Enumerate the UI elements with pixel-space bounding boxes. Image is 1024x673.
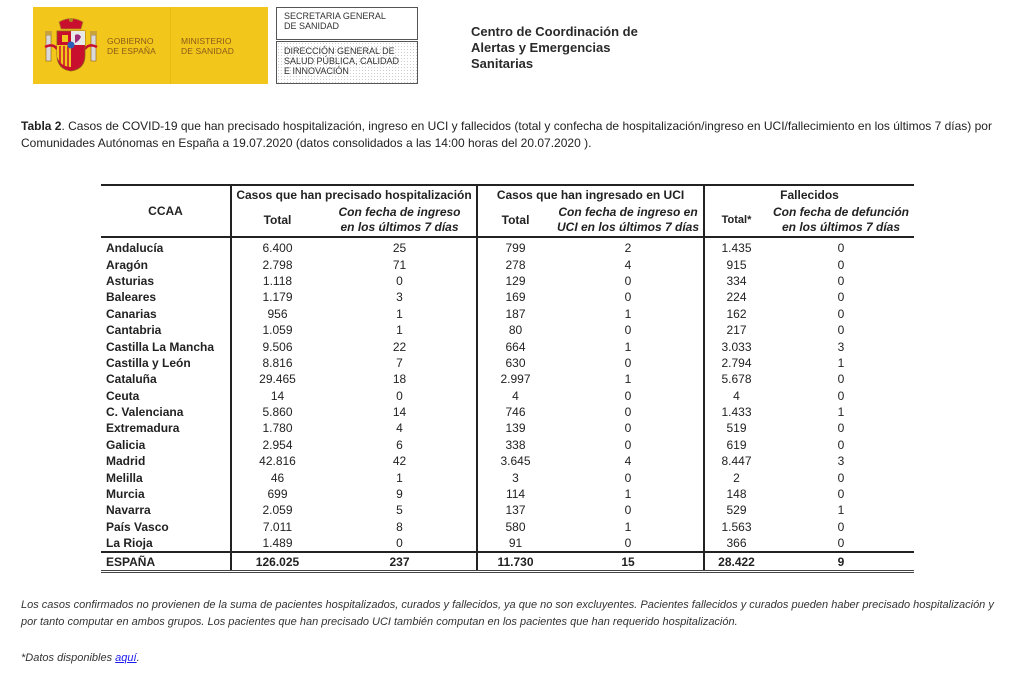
- datos-link[interactable]: aquí: [115, 652, 137, 664]
- cell-ccaa-name: C. Valenciana: [106, 405, 184, 420]
- direccion-line: E INNOVACIÓN: [284, 66, 349, 76]
- cell-hosp-total: 699: [231, 486, 323, 502]
- covid-table-container: [101, 184, 914, 573]
- table-row: [101, 519, 914, 535]
- cell-fall-total: 224: [704, 289, 768, 305]
- table-row: [101, 355, 914, 371]
- cell-fall-total: 1.433: [704, 404, 768, 420]
- cell-ccaa-name: Murcia: [106, 487, 145, 502]
- header-hosp-7d-line: Con fecha de ingreso: [338, 205, 461, 219]
- cell-fall-total: 1.563: [704, 519, 768, 535]
- cell-ccaa-name: Cataluña: [106, 372, 157, 387]
- header-hosp-total: Total: [231, 204, 323, 237]
- centro-line: Sanitarias: [471, 56, 534, 71]
- cell-fall-7d: 0: [837, 241, 845, 256]
- cell-hosp-7d: 5: [396, 503, 403, 518]
- cell-hosp-7d: 14: [392, 405, 407, 420]
- table-row: [101, 453, 914, 469]
- gobierno-text: [107, 36, 156, 56]
- header-hosp-7d: [323, 204, 477, 237]
- header-uci-7d: [553, 204, 704, 237]
- cell-ccaa-name: Andalucía: [106, 241, 164, 256]
- cell-uci-total: 80: [477, 322, 553, 338]
- cell-ccaa-name: Galicia: [106, 437, 146, 452]
- ministerio-line: DE SANIDAD: [181, 46, 234, 56]
- cell-uci-total: 137: [477, 502, 553, 518]
- header-group-fallecidos: Fallecidos: [704, 185, 914, 204]
- cell-ccaa-name: Baleares: [106, 290, 157, 305]
- header-uci-total: Total: [477, 204, 553, 237]
- cell-hosp-7d: 1: [396, 323, 403, 338]
- cell-uci-7d: 0: [624, 290, 632, 305]
- secretaria-line: SECRETARIA GENERAL: [284, 11, 386, 21]
- cell-fall-total: 529: [704, 502, 768, 518]
- cell-ccaa-name: Cantabria: [106, 323, 162, 338]
- cell-hosp-total: 1.059: [231, 322, 323, 338]
- footnote-suffix: .: [136, 652, 140, 664]
- cell-fall-7d: 1: [837, 405, 845, 420]
- cell-uci-7d: 0: [624, 355, 632, 370]
- cell-fall-total: 5.678: [704, 371, 768, 387]
- table-row: [101, 437, 914, 453]
- cell-uci-total: 169: [477, 289, 553, 305]
- cell-hosp-total: 1.118: [231, 273, 323, 289]
- header-fall-total: Total*: [704, 204, 768, 237]
- direccion-box: [276, 41, 418, 84]
- cell-ccaa-name: Melilla: [106, 470, 143, 485]
- cell-uci-7d: 1: [624, 306, 632, 321]
- table-row: [101, 256, 914, 272]
- cell-hosp-7d: 1: [396, 470, 403, 485]
- cell-fall-7d: 0: [837, 437, 845, 452]
- cell-uci-total: 580: [477, 519, 553, 535]
- cell-ccaa-name: Madrid: [106, 454, 146, 469]
- cell-uci-7d: 0: [624, 437, 632, 452]
- cell-hosp-total: 5.860: [231, 404, 323, 420]
- header-fall-7d-line: en los últimos 7 días: [782, 220, 901, 234]
- cell-fall-7d: 0: [837, 372, 845, 387]
- cell-fall-total: 1.435: [704, 237, 768, 256]
- cell-ccaa-name: Asturias: [106, 273, 155, 288]
- cell-ccaa-name: Extremadura: [106, 421, 180, 436]
- explanatory-note: Los casos confirmados no provienen de la suma de pacientes hospitalizados, curados y fallecidos, ya que no son excluyentes. Pacientes fallecidos y curados pueden haber precisado hospitalización y por tanto computar en ambos grupos. Los pacientes que han precisado UCI también computan en los pacientes que han requerido hospitalización.: [21, 599, 994, 628]
- cell-fall-total: 2: [704, 469, 768, 485]
- cell-hosp-total: 46: [231, 469, 323, 485]
- caption-label: Tabla 2: [21, 119, 62, 133]
- centro-title: [471, 24, 638, 72]
- cell-uci-7d: 1: [624, 339, 632, 354]
- direccion-line: DIRECCIÓN GENERAL DE: [284, 46, 395, 56]
- cell-hosp-7d: 0: [396, 273, 403, 288]
- cell-fall-total: 3.033: [704, 338, 768, 354]
- cell-ccaa-name: Canarias: [106, 306, 157, 321]
- header-fall-7d-line: Con fecha de defunción: [773, 205, 910, 219]
- cell-ccaa-name: La Rioja: [106, 536, 153, 551]
- cell-uci-total: 114: [477, 486, 553, 502]
- cell-fall-total: 519: [704, 420, 768, 436]
- cell-hosp-7d: 22: [392, 339, 407, 354]
- table-row: [101, 273, 914, 289]
- cell-hosp-total: 29.465: [231, 371, 323, 387]
- cell-fall-total: 334: [704, 273, 768, 289]
- secretaria-box: [276, 7, 418, 40]
- cell-ccaa-name: Navarra: [106, 503, 151, 518]
- cell-uci-total: 187: [477, 306, 553, 322]
- cell-fall-7d: 0: [837, 257, 845, 272]
- cell-ccaa-name: Ceuta: [106, 388, 140, 403]
- table-row: [101, 420, 914, 436]
- cell-uci-7d: 15: [553, 552, 704, 572]
- cell-uci-7d: 0: [624, 470, 632, 485]
- cell-hosp-total: 42.816: [231, 453, 323, 469]
- cell-uci-7d: 0: [624, 536, 632, 551]
- cell-fall-7d: 3: [837, 339, 845, 354]
- cell-fall-7d: 0: [837, 306, 845, 321]
- cell-uci-7d: 1: [624, 372, 632, 387]
- header-fall-7d: [768, 204, 914, 237]
- cell-fall-7d: 0: [837, 519, 845, 534]
- cell-fall-7d: 3: [837, 454, 845, 469]
- cell-hosp-total: 956: [231, 306, 323, 322]
- cell-uci-total: 630: [477, 355, 553, 371]
- header-hosp-7d-line: en los últimos 7 días: [340, 220, 459, 234]
- cell-fall-total: 148: [704, 486, 768, 502]
- footnote: [21, 652, 140, 664]
- cell-ccaa-name: Aragón: [106, 257, 148, 272]
- cell-hosp-7d: 1: [396, 306, 403, 321]
- table-row: [101, 388, 914, 404]
- cell-uci-total: 2.997: [477, 371, 553, 387]
- cell-hosp-7d: 6: [396, 437, 403, 452]
- header-group-hospitalizacion: Casos que han precisado hospitalización: [231, 185, 477, 204]
- cell-uci-total: 91: [477, 535, 553, 552]
- ministerio-line: MINISTERIO: [181, 36, 232, 46]
- header-group-uci: Casos que han ingresado en UCI: [477, 185, 704, 204]
- cell-uci-total: 4: [477, 388, 553, 404]
- cell-hosp-7d: 42: [392, 454, 407, 469]
- cell-hosp-7d: 0: [396, 536, 403, 551]
- header-uci-7d-line: UCI en los últimos 7 días: [557, 220, 700, 234]
- cell-uci-total: 3: [477, 469, 553, 485]
- table-body: [101, 237, 914, 572]
- cell-hosp-total: 1.179: [231, 289, 323, 305]
- cell-uci-7d: 0: [624, 273, 632, 288]
- cell-ccaa-name: País Vasco: [106, 519, 169, 534]
- gobierno-line: GOBIERNO: [107, 36, 154, 46]
- cell-uci-total: 338: [477, 437, 553, 453]
- cell-hosp-total: 2.954: [231, 437, 323, 453]
- cell-hosp-total: 7.011: [231, 519, 323, 535]
- cell-uci-total: 11.730: [477, 552, 553, 572]
- cell-hosp-7d: 71: [392, 257, 407, 272]
- cell-fall-total: 217: [704, 322, 768, 338]
- cell-ccaa-name: Castilla y León: [106, 355, 191, 370]
- centro-line: Centro de Coordinación de: [471, 24, 638, 39]
- cell-uci-7d: 4: [624, 454, 632, 469]
- cell-uci-7d: 1: [624, 519, 632, 534]
- table-row: [101, 237, 914, 256]
- footnote-prefix: *Datos disponibles: [21, 652, 116, 664]
- table-row: [101, 322, 914, 338]
- cell-fall-7d: 0: [837, 290, 845, 305]
- caption-text: . Casos de COVID-19 que han precisado hospitalización, ingreso en UCI y fallecidos (total y confecha de hospitalización/ingreso en UCI/fallecimiento en los últimos 7 días) por Comunidades Autónomas en España a 19.07.2020 (datos consolidados a las 14:00 horas del 20.07.2020 ).: [21, 119, 992, 150]
- cell-hosp-7d: 9: [396, 487, 403, 502]
- cell-hosp-total: 1.489: [231, 535, 323, 552]
- cell-uci-total: 664: [477, 338, 553, 354]
- cell-uci-total: 129: [477, 273, 553, 289]
- cell-fall-total: 28.422: [704, 552, 768, 572]
- cell-fall-7d: 0: [837, 536, 845, 551]
- cell-hosp-total: 126.025: [231, 552, 323, 572]
- cell-fall-7d: 0: [837, 323, 845, 338]
- table-row: [101, 469, 914, 485]
- table-caption: [21, 118, 1021, 152]
- header-ccaa: CCAA: [101, 185, 231, 237]
- cell-fall-7d: 0: [837, 487, 845, 502]
- centro-line: Alertas y Emergencias: [471, 40, 611, 55]
- cell-hosp-total: 9.506: [231, 338, 323, 354]
- secretaria-line: DE SANIDAD: [284, 21, 340, 31]
- cell-hosp-total: 2.059: [231, 502, 323, 518]
- cell-hosp-7d: 8: [396, 519, 403, 534]
- table-row: [101, 535, 914, 552]
- table-row: [101, 371, 914, 387]
- cell-uci-total: 278: [477, 256, 553, 272]
- cell-uci-7d: 0: [624, 421, 632, 436]
- cell-uci-total: 139: [477, 420, 553, 436]
- cell-fall-7d: 9: [768, 552, 914, 572]
- cell-uci-7d: 0: [624, 323, 632, 338]
- cell-ccaa-name: ESPAÑA: [101, 552, 231, 572]
- cell-uci-7d: 0: [624, 388, 632, 403]
- cell-hosp-total: 2.798: [231, 256, 323, 272]
- cell-hosp-7d: 25: [392, 241, 407, 256]
- cell-hosp-7d: 18: [392, 372, 407, 387]
- cell-hosp-7d: 7: [396, 355, 403, 370]
- gobierno-line: DE ESPAÑA: [107, 46, 156, 56]
- cell-hosp-7d: 237: [323, 552, 477, 572]
- cell-fall-total: 162: [704, 306, 768, 322]
- cell-hosp-total: 6.400: [231, 237, 323, 256]
- cell-fall-total: 619: [704, 437, 768, 453]
- cell-hosp-7d: 4: [396, 421, 403, 436]
- cell-fall-7d: 0: [837, 273, 845, 288]
- cell-uci-7d: 0: [624, 405, 632, 420]
- cell-uci-total: 799: [477, 237, 553, 256]
- cell-fall-total: 8.447: [704, 453, 768, 469]
- gobierno-logo: [33, 7, 268, 84]
- coat-of-arms-icon: [43, 17, 99, 73]
- cell-fall-7d: 0: [837, 470, 845, 485]
- table-row: [101, 502, 914, 518]
- cell-uci-7d: 4: [624, 257, 632, 272]
- cell-uci-7d: 2: [624, 241, 632, 256]
- cell-hosp-7d: 3: [396, 290, 403, 305]
- cell-hosp-total: 14: [231, 388, 323, 404]
- cell-uci-7d: 0: [624, 503, 632, 518]
- cell-fall-total: 4: [704, 388, 768, 404]
- cell-fall-total: 915: [704, 256, 768, 272]
- cell-fall-7d: 0: [837, 421, 845, 436]
- cell-hosp-total: 1.780: [231, 420, 323, 436]
- table-row: [101, 338, 914, 354]
- table-row: [101, 289, 914, 305]
- cell-hosp-total: 8.816: [231, 355, 323, 371]
- cell-fall-total: 366: [704, 535, 768, 552]
- table-row: [101, 486, 914, 502]
- cell-fall-7d: 1: [837, 355, 845, 370]
- direccion-line: SALUD PÚBLICA, CALIDAD: [284, 56, 400, 66]
- cell-hosp-7d: 0: [396, 388, 403, 403]
- ministerio-text: [181, 36, 234, 56]
- cell-ccaa-name: Castilla La Mancha: [106, 339, 215, 354]
- table-row: [101, 306, 914, 322]
- table-row: [101, 404, 914, 420]
- header-uci-7d-line: Con fecha de ingreso en: [558, 205, 698, 219]
- covid-table: [101, 184, 914, 573]
- cell-uci-total: 746: [477, 404, 553, 420]
- cell-fall-7d: 1: [837, 503, 845, 518]
- cell-uci-total: 3.645: [477, 453, 553, 469]
- table-total-row: [101, 552, 914, 572]
- cell-fall-7d: 0: [837, 388, 845, 403]
- cell-uci-7d: 1: [624, 487, 632, 502]
- logo-divider: [170, 7, 171, 84]
- cell-fall-total: 2.794: [704, 355, 768, 371]
